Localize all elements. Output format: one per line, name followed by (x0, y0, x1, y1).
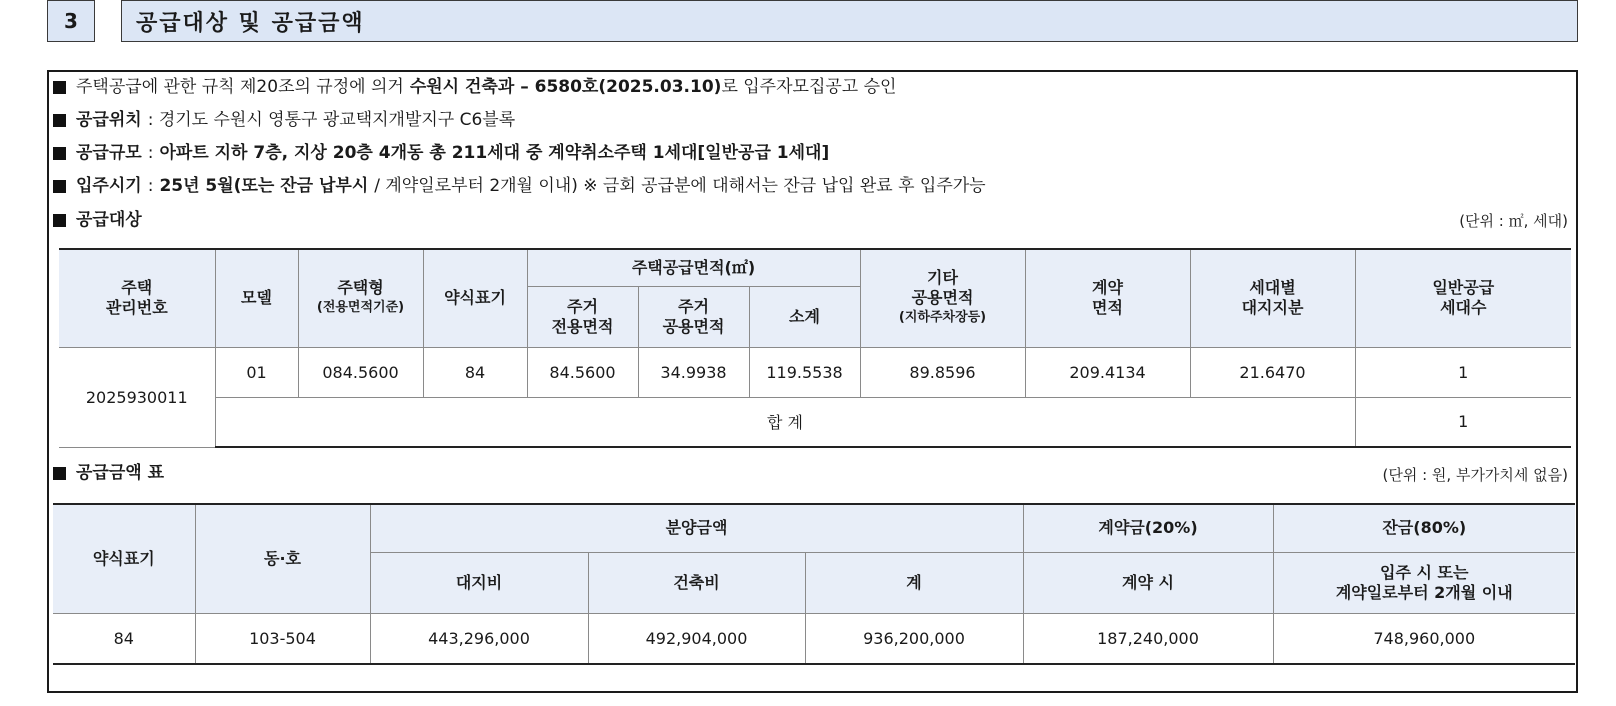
bullet-square-icon (53, 180, 66, 193)
supply-price-heading (53, 462, 164, 484)
move-in-note: / 계약일로부터 2개월 이내) ※ 금회 공급분에 대해서는 잔금 납입 완료 후 입주가능 (374, 176, 986, 196)
cell-balance: 748,960,000 (1273, 613, 1575, 664)
cell-common-area: 34.9938 (638, 347, 749, 397)
supply-price-label: 공급금액 표 (76, 463, 165, 483)
cell-total-value: 1 (1355, 397, 1571, 447)
supply-scale-sep: : (147, 143, 154, 163)
supply-target-label: 공급대상 (76, 210, 142, 230)
table-total-row (59, 397, 1571, 447)
table-row (53, 613, 1575, 664)
cell-total-label: 합 계 (215, 397, 1355, 447)
cell-model: 01 (215, 347, 298, 397)
header-balance-when: 입주 시 또는 계약일로부터 2개월 이내 (1273, 552, 1575, 613)
header-other-common-area: 기타 공용면적 (지하주차장등) (860, 249, 1025, 347)
bullet-square-icon (53, 147, 66, 160)
supply-target-unit: (단위 : ㎡, 세대) (1459, 212, 1568, 230)
supply-scale-line (53, 142, 829, 164)
cell-general-supply-count: 1 (1355, 347, 1571, 397)
table-header-row (53, 504, 1575, 552)
move-in-label: 입주시기 (76, 176, 142, 196)
supply-target-heading (53, 209, 142, 231)
supply-location-line (53, 109, 515, 131)
move-in-period: 25년 5월(또는 잔금 납부시 (159, 176, 369, 196)
approval-text-pre: 주택공급에 관한 규칙 제20조의 규정에 의거 (76, 77, 404, 97)
table-header-row (59, 249, 1571, 286)
header-land-cost: 대지비 (370, 552, 588, 613)
supply-scale-label: 공급규모 (76, 143, 142, 163)
section-header (47, 0, 1578, 42)
supply-location-value: : 경기도 수원시 영통구 광교택지개발지구 C6블록 (147, 110, 516, 130)
supply-location-label: 공급위치 (76, 110, 142, 130)
cell-deposit: 187,240,000 (1023, 613, 1273, 664)
cell-land-cost: 443,296,000 (370, 613, 588, 664)
header-model: 모델 (215, 249, 298, 347)
header-sale-price-group: 분양금액 (370, 504, 1023, 552)
supply-target-table (59, 248, 1571, 448)
header-supply-area-group: 주택공급면적(㎡) (527, 249, 860, 286)
cell-housing-type: 084.5600 (298, 347, 423, 397)
supply-price-unit: (단위 : 원, 부가가치세 없음) (1382, 466, 1568, 484)
header-short-notation: 약식표기 (53, 504, 195, 613)
move-in-sep: : (147, 176, 154, 196)
section-number: 3 (47, 0, 95, 42)
bullet-square-icon (53, 114, 66, 127)
supply-price-table (53, 503, 1575, 665)
header-subtotal: 소계 (749, 286, 860, 347)
header-balance-group: 잔금(80%) (1273, 504, 1575, 552)
move-in-line (53, 175, 986, 197)
bullet-square-icon (53, 214, 66, 227)
approval-text-post: 로 입주자모집공고 승인 (721, 77, 897, 97)
header-land-share: 세대별 대지지분 (1190, 249, 1355, 347)
header-short-notation: 약식표기 (423, 249, 527, 347)
cell-mgmt-no: 2025930011 (59, 347, 215, 447)
header-building-unit: 동·호 (195, 504, 370, 613)
cell-short-notation: 84 (53, 613, 195, 664)
content-box (47, 70, 1578, 693)
section-title: 공급대상 및 공급금액 (121, 0, 1578, 42)
header-housing-type: 주택형 (전용면적기준) (298, 249, 423, 347)
cell-other-common-area: 89.8596 (860, 347, 1025, 397)
header-contract-area: 계약 면적 (1025, 249, 1190, 347)
header-mgmt-no: 주택 관리번호 (59, 249, 215, 347)
cell-subtotal: 119.5538 (749, 347, 860, 397)
supply-scale-value: 아파트 지하 7층, 지상 20층 4개동 총 211세대 중 계약취소주택 1세대[일반공급 1세대] (159, 143, 830, 163)
header-deposit-when: 계약 시 (1023, 552, 1273, 613)
header-exclusive-area: 주거 전용면적 (527, 286, 638, 347)
cell-building-unit: 103-504 (195, 613, 370, 664)
header-building-cost: 건축비 (588, 552, 805, 613)
cell-contract-area: 209.4134 (1025, 347, 1190, 397)
cell-building-cost: 492,904,000 (588, 613, 805, 664)
approval-number: 수원시 건축과 – 6580호(2025.03.10) (409, 77, 722, 97)
approval-line (53, 76, 896, 98)
bullet-square-icon (53, 81, 66, 94)
cell-sum: 936,200,000 (805, 613, 1023, 664)
header-sum: 계 (805, 552, 1023, 613)
cell-short-notation: 84 (423, 347, 527, 397)
table-row (59, 347, 1571, 397)
bullet-square-icon (53, 467, 66, 480)
header-general-supply-count: 일반공급 세대수 (1355, 249, 1571, 347)
cell-exclusive-area: 84.5600 (527, 347, 638, 397)
header-common-area: 주거 공용면적 (638, 286, 749, 347)
cell-land-share: 21.6470 (1190, 347, 1355, 397)
header-deposit-group: 계약금(20%) (1023, 504, 1273, 552)
